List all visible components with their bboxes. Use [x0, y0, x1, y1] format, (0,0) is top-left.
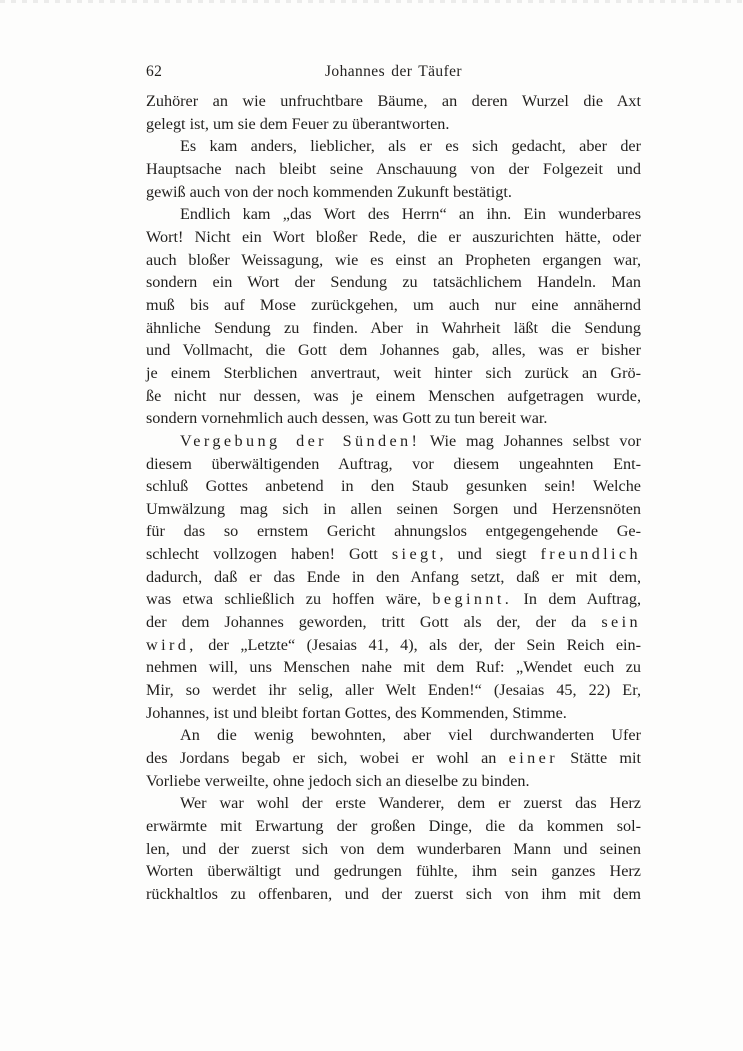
- text-segment: des Jordans begab er sich, wobei er wohl an: [146, 749, 509, 768]
- text-segment: ße nicht nur dessen, was je einem Menschen aufgetragen wurde,: [146, 386, 641, 405]
- text-segment: Zuhörer an wie unfruchtbare Bäume, an deren Wurzel die Axt: [146, 92, 641, 110]
- text-line: [146, 611, 641, 634]
- emphasized-spaced-text: sein: [601, 613, 641, 632]
- emphasized-spaced-text: freundlich: [540, 545, 641, 564]
- text-segment: In dem Auftrag,: [512, 590, 641, 609]
- text-line: [146, 90, 641, 113]
- text-segment: ähnliche Sendung zu finden. Aber in Wahrheit läßt die Sendung: [146, 318, 641, 337]
- emphasized-spaced-text: wird,: [146, 635, 197, 654]
- text-line: [146, 430, 641, 453]
- text-line: [146, 724, 641, 747]
- text-segment: der dem Johannes geworden, tritt Gott als der, der da: [146, 613, 602, 632]
- text-segment: auch bloßer Weissagung, wie es einst an Propheten ergangen war,: [146, 250, 641, 269]
- text-segment: nehmen will, uns Menschen nahe mit dem Ruf: „Wendet euch zu: [146, 658, 641, 677]
- text-segment: dadurch, daß er das Ende in den Anfang setzt, daß er mit dem,: [146, 567, 641, 586]
- text-segment: Wort! Nicht ein Wort bloßer Rede, die er auszurichten hätte, oder: [146, 227, 641, 246]
- text-segment: Es kam anders, lieblicher, als er es sich gedacht, aber der: [180, 137, 641, 156]
- text-segment: len, und der zuerst sich von dem wunderbaren Mann und seinen: [146, 839, 641, 858]
- text-segment: und Vollmacht, die Gott dem Johannes gab, alles, was er bisher: [146, 341, 641, 360]
- text-line: [146, 453, 641, 476]
- text-line: [146, 770, 641, 793]
- paragraph: [146, 430, 641, 725]
- text-segment: Worten überwältigt und gedrungen fühlte, ihm sein ganzes Herz: [146, 862, 641, 881]
- paragraph: [146, 792, 641, 905]
- text-segment: gelegt ist, um sie dem Feuer zu überantworten.: [146, 114, 450, 133]
- emphasized-spaced-text: einer: [508, 749, 559, 768]
- running-title: Johannes der Täufer: [325, 63, 462, 80]
- text-line: [146, 860, 641, 883]
- text-line: [146, 294, 641, 317]
- text-segment: Wer war wohl der erste Wanderer, dem er zuerst das Herz: [180, 794, 641, 813]
- text-line: [146, 792, 641, 815]
- text-line: [146, 656, 641, 679]
- text-segment: Umwälzung mag sich in allen seinen Sorgen und Herzensnöten: [146, 499, 641, 518]
- text-segment: Johannes, ist und bleibt fortan Gottes, des Kommenden, Stimme.: [146, 703, 567, 722]
- text-line: [146, 339, 641, 362]
- text-segment: , und siegt: [439, 545, 541, 564]
- page-number: 62: [146, 63, 163, 80]
- text-segment: je einem Sterblichen anvertraut, weit hinter sich zurück an Grö-: [146, 363, 641, 382]
- text-line: [146, 498, 641, 521]
- text-segment: rückhaltlos zu offenbaren, und der zuerst sich von ihm mit dem: [146, 884, 641, 903]
- scan-edge-artifact: [0, 0, 743, 3]
- text-segment: An die wenig bewohnten, aber viel durchwanderten Ufer: [180, 726, 641, 745]
- page-body: [146, 90, 641, 906]
- paragraph: [146, 90, 641, 135]
- text-line: [146, 203, 641, 226]
- text-line: [146, 407, 641, 430]
- text-segment: diesem überwältigenden Auftrag, vor diesem ungeahnten Ent-: [146, 454, 641, 473]
- text-segment: Vorliebe verweilte, ohne jedoch sich an dieselbe zu binden.: [146, 771, 530, 790]
- text-line: [146, 543, 641, 566]
- paragraph: [146, 135, 641, 203]
- paragraph: [146, 724, 641, 792]
- text-segment: gewiß auch von der noch kommenden Zukunft bestätigt.: [146, 182, 512, 201]
- text-segment: für das so ernstem Gericht ahnungslos entgegengehende Ge-: [146, 522, 641, 541]
- text-segment: sondern ein Wort der Sendung zu tatsächlichem Handeln. Man: [146, 273, 641, 292]
- text-line: [146, 679, 641, 702]
- paragraph: [146, 203, 641, 430]
- emphasized-spaced-text: beginnt.: [432, 590, 513, 609]
- text-segment: was etwa schließlich zu hoffen wäre,: [146, 590, 433, 609]
- text-segment: Mir, so werdet ihr selig, aller Welt Enden!“ (Jesaias 45, 22) Er,: [146, 681, 641, 700]
- text-line: [146, 181, 641, 204]
- text-line: [146, 838, 641, 861]
- text-line: [146, 588, 641, 611]
- text-line: [146, 385, 641, 408]
- text-segment: sondern vornehmlich auch dessen, was Gott zu tun bereit war.: [146, 409, 548, 428]
- text-segment: Stätte mit: [558, 749, 642, 768]
- text-line: [146, 634, 641, 657]
- emphasized-spaced-text: siegt: [391, 545, 440, 564]
- text-segment: der „Letzte“ (Jesaias 41, 4), als der, der Sein Reich ein-: [196, 635, 641, 654]
- text-segment: schluß Gottes anbetend in den Staub gesunken sein! Welche: [146, 477, 641, 496]
- text-segment: muß bis auf Mose zurückgehen, um auch nur eine annähernd: [146, 295, 641, 314]
- text-line: [146, 317, 641, 340]
- text-segment: erwärmte mit Erwartung der großen Dinge, die da kommen sol-: [146, 817, 641, 835]
- text-line: [146, 271, 641, 294]
- text-line: [146, 475, 641, 498]
- text-line: [146, 747, 641, 770]
- text-line: [146, 815, 641, 838]
- text-line: [146, 883, 641, 906]
- text-line: [146, 158, 641, 181]
- text-segment: Endlich kam „das Wort des Herrn“ an ihn. Ein wunderbares: [180, 205, 641, 224]
- text-line: [146, 113, 641, 136]
- text-segment: Wie mag Johannes selbst vor: [420, 431, 641, 450]
- text-line: [146, 249, 641, 272]
- text-line: [146, 362, 641, 385]
- text-line: [146, 520, 641, 543]
- text-line: [146, 135, 641, 158]
- text-segment: Hauptsache nach bleibt seine Anschauung von der Folgezeit und: [146, 159, 641, 178]
- emphasized-spaced-text: Vergebung der Sünden!: [180, 431, 421, 450]
- text-line: [146, 226, 641, 249]
- text-line: [146, 566, 641, 589]
- text-segment: schlecht vollzogen haben! Gott: [146, 545, 392, 564]
- text-line: [146, 702, 641, 725]
- running-head: [146, 62, 641, 82]
